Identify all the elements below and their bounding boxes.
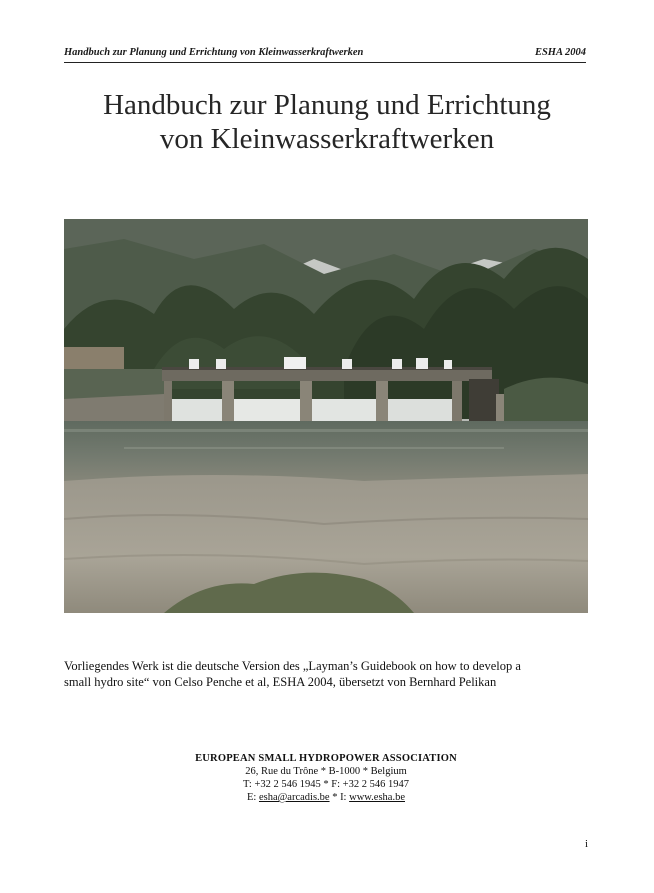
title-line-1: Handbuch zur Planung und Errichtung: [103, 89, 551, 121]
website-link[interactable]: www.esha.be: [349, 792, 405, 803]
association-address: 26, Rue du Trône * B-1000 * Belgium: [245, 766, 407, 777]
title-line-2: von Kleinwasserkraftwerken: [159, 123, 495, 155]
association-name: EUROPEAN SMALL HYDROPOWER ASSOCIATION: [195, 753, 457, 764]
email-label: E:: [247, 792, 259, 803]
association-contact-line: [120, 791, 532, 804]
intro-paragraph: [64, 658, 594, 690]
header-book-title: Handbuch zur Planung und Errichtung von Kleinwasserkraftwerken: [64, 47, 364, 58]
cover-photo-weir: [64, 219, 588, 613]
intro-line-2: small hydro site“ von Celso Penche et al, ESHA 2004, übersetzt von Bernhard Pelikan: [64, 675, 497, 689]
running-header: [64, 46, 586, 63]
document-title: [40, 88, 614, 156]
page-number: i: [584, 838, 588, 850]
header-edition: ESHA 2004: [534, 47, 586, 58]
contact-separator: * I:: [329, 792, 350, 803]
intro-line-1: Vorliegendes Werk ist die deutsche Version des „Layman’s Guidebook on how to develop a: [64, 659, 521, 673]
association-contact-block: [120, 752, 532, 804]
association-phone-fax: T: +32 2 546 1945 * F: +32 2 546 1947: [243, 779, 409, 790]
email-link[interactable]: esha@arcadis.be: [258, 792, 330, 803]
